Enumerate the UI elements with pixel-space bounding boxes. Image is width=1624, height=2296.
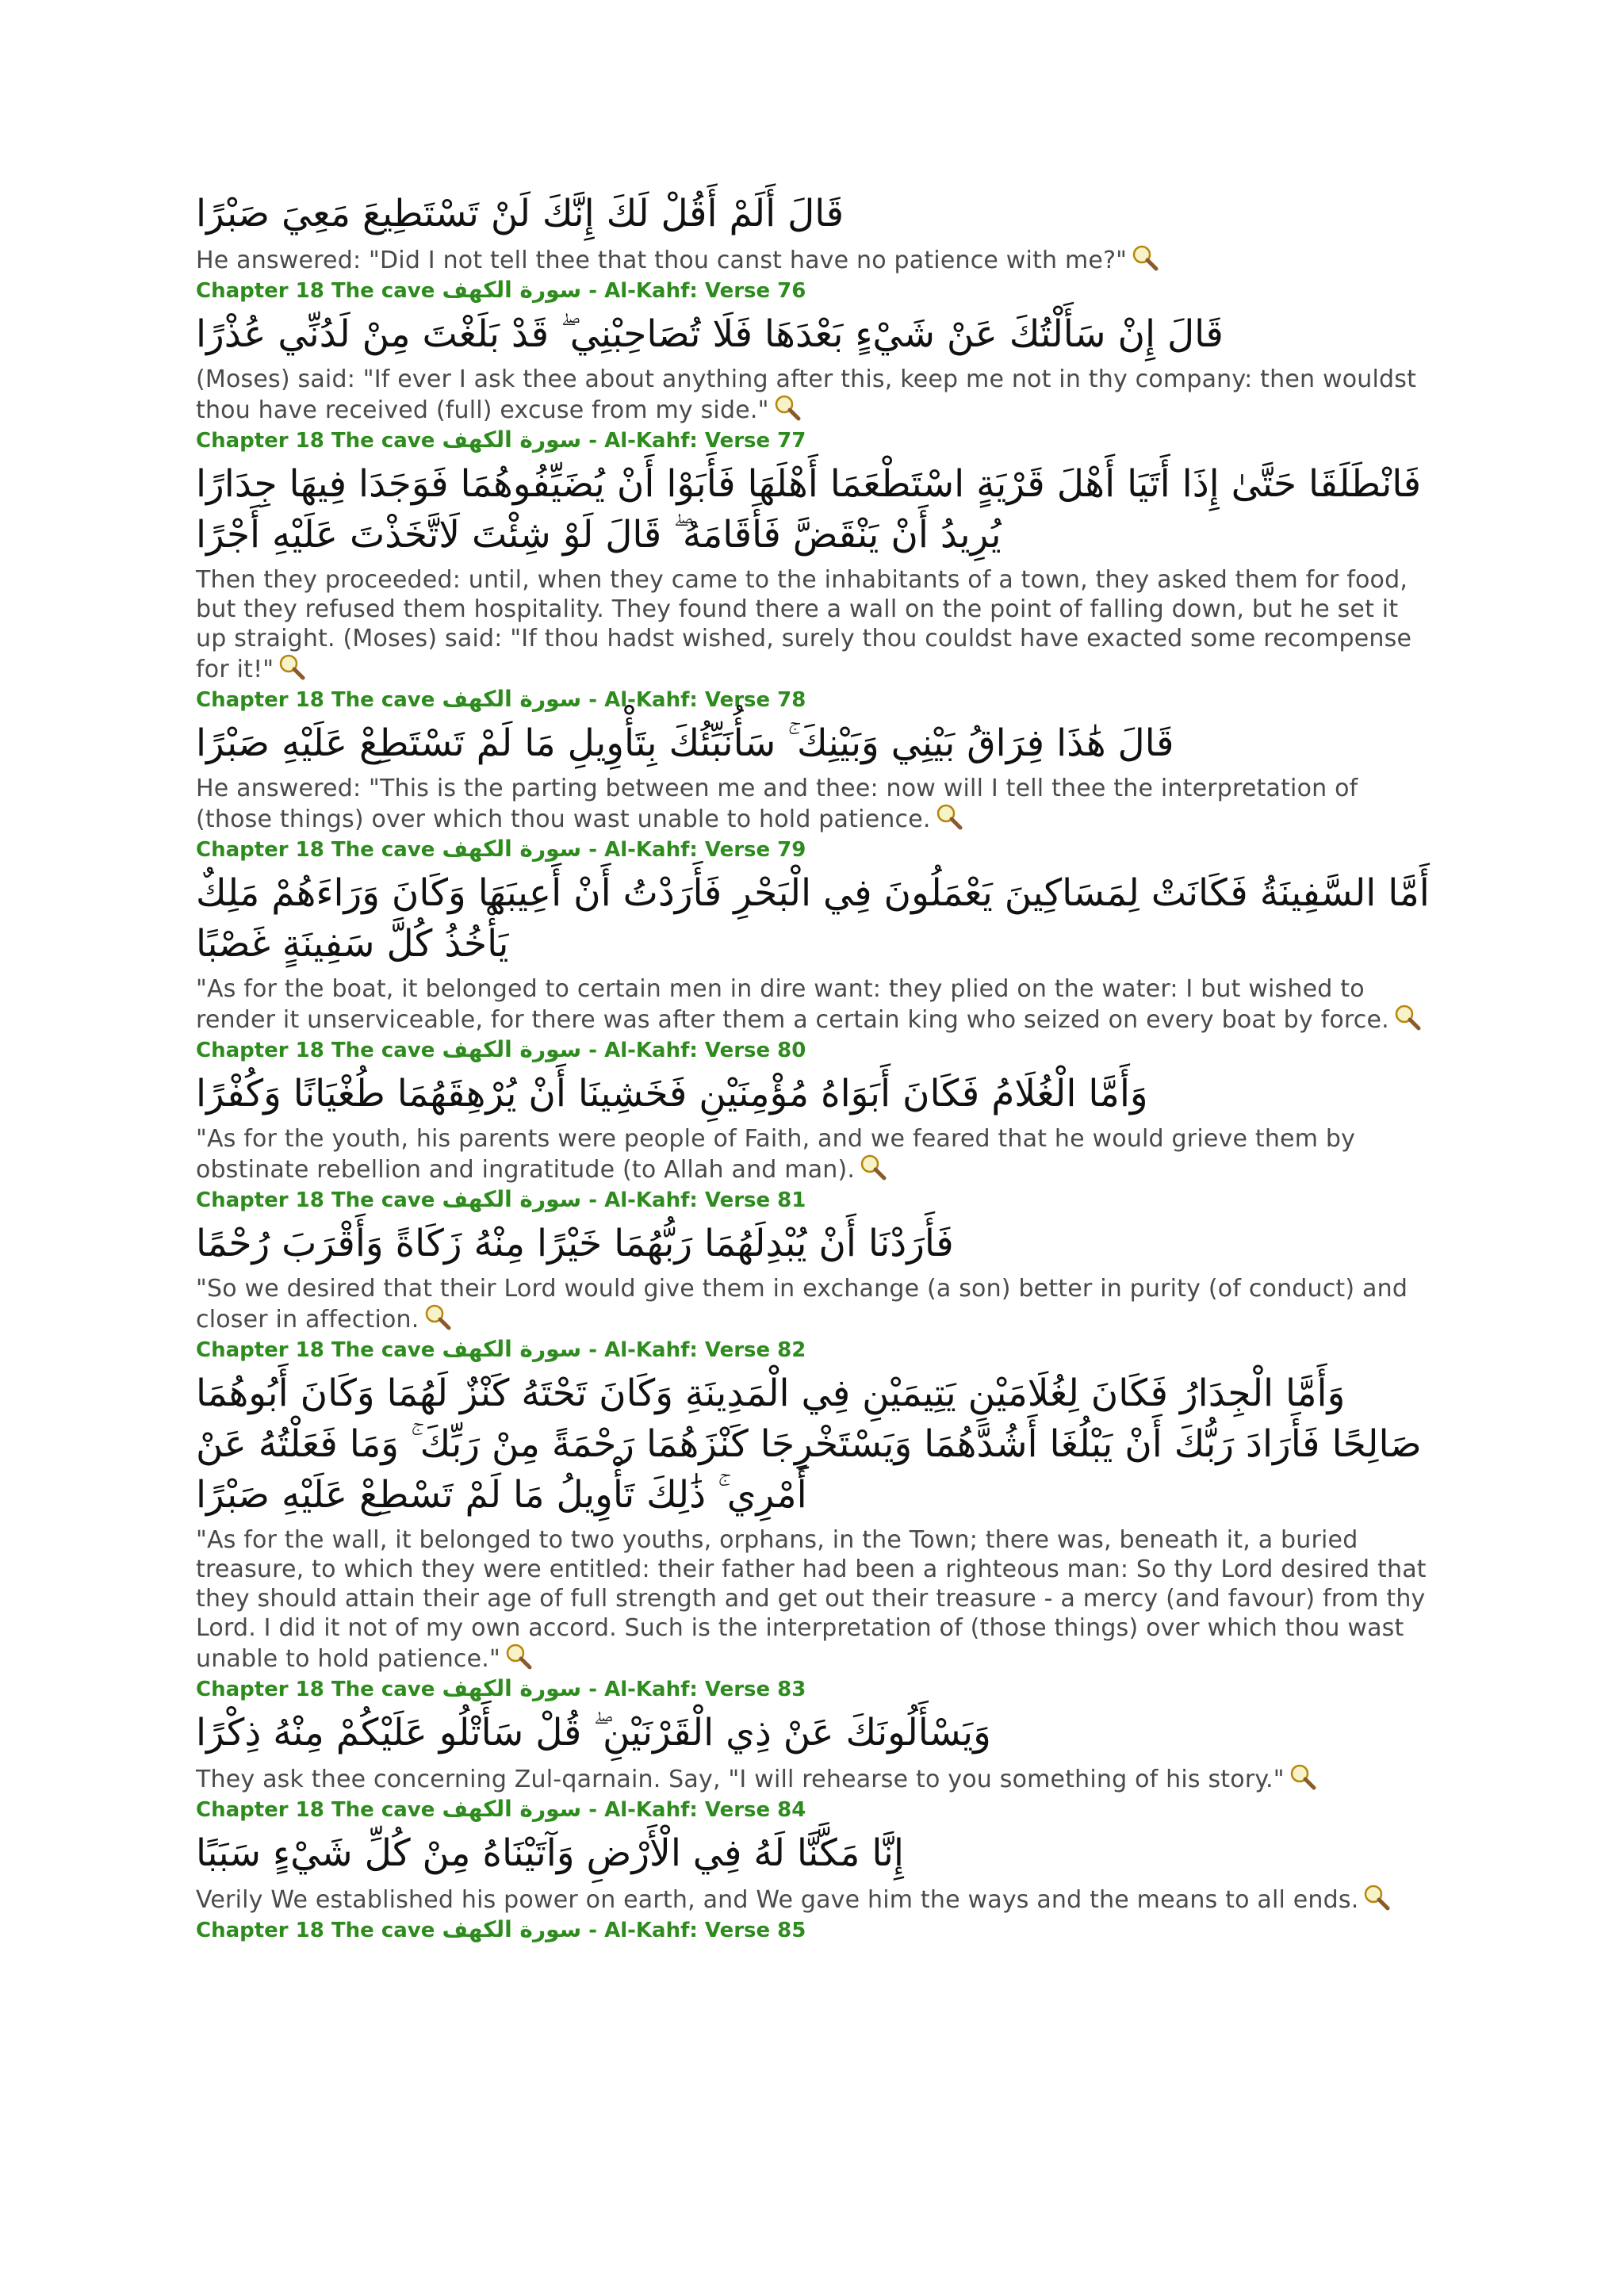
magnifier-icon[interactable] bbox=[860, 1154, 887, 1181]
arabic-verse: قَالَ إِنْ سَأَلْتُكَ عَنْ شَيْءٍ بَعْدَهَا فَلَا تُصَاحِبْنِي ۖ قَدْ بَلَغْتَ مِنْ لَدُنِّي عُذْرًا bbox=[196, 312, 1224, 356]
verse-label: - Al-Kahf: Verse 82 bbox=[588, 1338, 806, 1362]
verse-reference bbox=[196, 836, 1433, 863]
surah-arabic-name: سورة الكهف bbox=[442, 1796, 582, 1822]
arabic-verse: أَمَّا السَّفِينَةُ فَكَانَتْ لِمَسَاكِينَ يَعْمَلُونَ فِي الْبَحْرِ فَأَرَدْتُ أَنْ أَعِيبَهَا وَكَانَ وَرَاءَهُمْ مَلِكٌ يَأْخُذُ كُلَّ سَفِينَةٍ غَصْبًا bbox=[196, 871, 1430, 966]
verse-label: - Al-Kahf: Verse 79 bbox=[588, 838, 806, 862]
surah-arabic-name: سورة الكهف bbox=[442, 836, 582, 862]
verse-reference bbox=[196, 277, 1433, 304]
verse-translation bbox=[196, 1884, 1433, 1915]
chapter-label: Chapter 18 The cave bbox=[196, 1338, 435, 1362]
verse-reference bbox=[196, 427, 1433, 454]
verse-translation bbox=[196, 1525, 1433, 1674]
surah-arabic-name: سورة الكهف bbox=[442, 427, 582, 453]
verse-translation bbox=[196, 1274, 1433, 1334]
verse-reference bbox=[196, 1675, 1433, 1703]
verse-label: - Al-Kahf: Verse 80 bbox=[588, 1039, 806, 1062]
verse-reference bbox=[196, 1916, 1433, 1944]
verse-label: - Al-Kahf: Verse 84 bbox=[588, 1798, 806, 1822]
chapter-label: Chapter 18 The cave bbox=[196, 279, 435, 303]
translation-text: They ask thee concerning Zul-qarnain. Say, "I will rehearse to you something of his story." bbox=[196, 1766, 1285, 1793]
arabic-verse: وَأَمَّا الْغُلَامُ فَكَانَ أَبَوَاهُ مُؤْمِنَيْنِ فَخَشِينَا أَنْ يُرْهِقَهُمَا طُغْيَانًا وَكُفْرًا bbox=[196, 1072, 1148, 1115]
verse-reference bbox=[196, 686, 1433, 714]
surah-arabic-name: سورة الكهف bbox=[442, 686, 582, 712]
surah-arabic-name: سورة الكهف bbox=[442, 1675, 582, 1701]
translation-text: He answered: "This is the parting between me and thee: now will I tell thee the interpretation of (those things) over which thou wast unable to hold patience. bbox=[196, 775, 1358, 833]
verse-label: - Al-Kahf: Verse 81 bbox=[588, 1188, 806, 1212]
translation-text: "So we desired that their Lord would give them in exchange (a son) better in purity (of conduct) and closer in affection. bbox=[196, 1275, 1408, 1334]
verse-label: - Al-Kahf: Verse 85 bbox=[588, 1919, 806, 1942]
magnifier-icon[interactable] bbox=[1363, 1884, 1390, 1911]
surah-arabic-name: سورة الكهف bbox=[442, 1186, 582, 1212]
chapter-label: Chapter 18 The cave bbox=[196, 1188, 435, 1212]
chapter-label: Chapter 18 The cave bbox=[196, 1039, 435, 1062]
arabic-verse: قَالَ هَٰذَا فِرَاقُ بَيْنِي وَبَيْنِكَ ۚ سَأُنَبِّئُكَ بِتَأْوِيلِ مَا لَمْ تَسْتَطِعْ عَلَيْهِ صَبْرًا bbox=[196, 721, 1174, 765]
verse-translation bbox=[196, 774, 1433, 834]
magnifier-icon[interactable] bbox=[936, 803, 963, 830]
verse-reference bbox=[196, 1796, 1433, 1823]
verse-label: - Al-Kahf: Verse 77 bbox=[588, 429, 806, 453]
magnifier-icon[interactable] bbox=[774, 394, 801, 421]
surah-arabic-name: سورة الكهف bbox=[442, 1916, 582, 1942]
chapter-label: Chapter 18 The cave bbox=[196, 688, 435, 712]
magnifier-icon[interactable] bbox=[278, 653, 305, 680]
magnifier-icon[interactable] bbox=[505, 1643, 532, 1670]
surah-arabic-name: سورة الكهف bbox=[442, 1036, 582, 1062]
translation-text: Then they proceeded: until, when they came to the inhabitants of a town, they asked them for food, but they refused them hospitality. They found there a wall on the point of falling down, but he set it up straight. (Moses) said: "If thou hadst wished, surely thou couldst have exacted some recompense for it!" bbox=[196, 566, 1412, 683]
chapter-label: Chapter 18 The cave bbox=[196, 1798, 435, 1822]
translation-text: "As for the youth, his parents were people of Faith, and we feared that he would grieve them by obstinate rebellion and ingratitude (to Allah and man). bbox=[196, 1125, 1356, 1184]
verse-translation bbox=[196, 974, 1433, 1035]
verse-translation bbox=[196, 1763, 1433, 1794]
translation-text: Verily We established his power on earth, and We gave him the ways and the means to all ends. bbox=[196, 1886, 1359, 1914]
translation-text: (Moses) said: "If ever I ask thee about anything after this, keep me not in thy company: then wouldst thou have received (full) excuse from my side." bbox=[196, 365, 1417, 424]
arabic-verse: فَانْطَلَقَا حَتَّىٰ إِذَا أَتَيَا أَهْلَ قَرْيَةٍ اسْتَطْعَمَا أَهْلَهَا فَأَبَوْا أَنْ يُضَيِّفُوهُمَا فَوَجَدَا فِيهَا جِدَارًا يُرِيدُ أَنْ يَنْقَضَّ فَأَقَامَهُ ۖ قَالَ لَوْ شِئْتَ لَاتَّخَذْتَ عَلَيْهِ أَجْرًا bbox=[196, 462, 1422, 557]
arabic-verse: إِنَّا مَكَّنَّا لَهُ فِي الْأَرْضِ وَآتَيْنَاهُ مِنْ كُلِّ شَيْءٍ سَبَبًا bbox=[196, 1831, 904, 1875]
surah-arabic-name: سورة الكهف bbox=[442, 1336, 582, 1362]
arabic-verse: فَأَرَدْنَا أَنْ يُبْدِلَهُمَا رَبُّهُمَا خَيْرًا مِنْهُ زَكَاةً وَأَقْرَبَ رُحْمًا bbox=[196, 1222, 954, 1265]
verse-reference bbox=[196, 1036, 1433, 1064]
verse-translation bbox=[196, 1124, 1433, 1184]
magnifier-icon[interactable] bbox=[1394, 1004, 1421, 1031]
surah-arabic-name: سورة الكهف bbox=[442, 277, 582, 303]
arabic-verse: وَيَسْأَلُونَكَ عَنْ ذِي الْقَرْنَيْنِ ۖ قُلْ سَأَتْلُو عَلَيْكُمْ مِنْهُ ذِكْرًا bbox=[196, 1711, 991, 1755]
verse-reference bbox=[196, 1186, 1433, 1214]
verse-label: - Al-Kahf: Verse 76 bbox=[588, 279, 806, 303]
chapter-label: Chapter 18 The cave bbox=[196, 1678, 435, 1701]
translation-text: He answered: "Did I not tell thee that thou canst have no patience with me?" bbox=[196, 247, 1128, 274]
chapter-label: Chapter 18 The cave bbox=[196, 429, 435, 453]
verse-label: - Al-Kahf: Verse 83 bbox=[588, 1678, 806, 1701]
chapter-label: Chapter 18 The cave bbox=[196, 838, 435, 862]
arabic-verse: قَالَ أَلَمْ أَقُلْ لَكَ إِنَّكَ لَنْ تَسْتَطِيعَ مَعِيَ صَبْرًا bbox=[196, 192, 845, 235]
verse-translation bbox=[196, 565, 1433, 684]
arabic-verse: وَأَمَّا الْجِدَارُ فَكَانَ لِغُلَامَيْنِ يَتِيمَيْنِ فِي الْمَدِينَةِ وَكَانَ تَحْتَهُ كَنْزٌ لَهُمَا وَكَانَ أَبُوهُمَا صَالِحًا فَأَرَادَ رَبُّكَ أَنْ يَبْلُغَا أَشُدَّهُمَا وَيَسْتَخْرِجَا كَنْزَهُمَا رَحْمَةً مِنْ رَبِّكَ ۚ وَمَا فَعَلْتُهُ عَنْ أَمْرِي ۚ ذَٰلِكَ تَأْوِيلُ مَا لَمْ تَسْطِعْ عَلَيْهِ صَبْرًا bbox=[196, 1372, 1422, 1517]
verse-list bbox=[196, 184, 1433, 1944]
verse-reference bbox=[196, 1336, 1433, 1364]
translation-text: "As for the wall, it belonged to two youths, orphans, in the Town; there was, beneath it, a buried treasure, to which they were entitled: their father had been a righteous man: So thy Lord desired that they should attain their age of full strength and get out their treasure - a mercy (and favour) from thy Lord. I did it not of my own accord. Such is the interpretation of (those things) over which thou wast unable to hold patience." bbox=[196, 1526, 1427, 1673]
verse-label: - Al-Kahf: Verse 78 bbox=[588, 688, 806, 712]
translation-text: "As for the boat, it belonged to certain men in dire want: they plied on the water: I but wished to render it unserviceable, for there was after them a certain king who seized on every boat by force. bbox=[196, 975, 1389, 1034]
magnifier-icon[interactable] bbox=[1289, 1763, 1316, 1790]
verse-translation bbox=[196, 244, 1433, 275]
magnifier-icon[interactable] bbox=[1132, 244, 1159, 271]
chapter-label: Chapter 18 The cave bbox=[196, 1919, 435, 1942]
verse-translation bbox=[196, 365, 1433, 425]
magnifier-icon[interactable] bbox=[424, 1303, 451, 1330]
